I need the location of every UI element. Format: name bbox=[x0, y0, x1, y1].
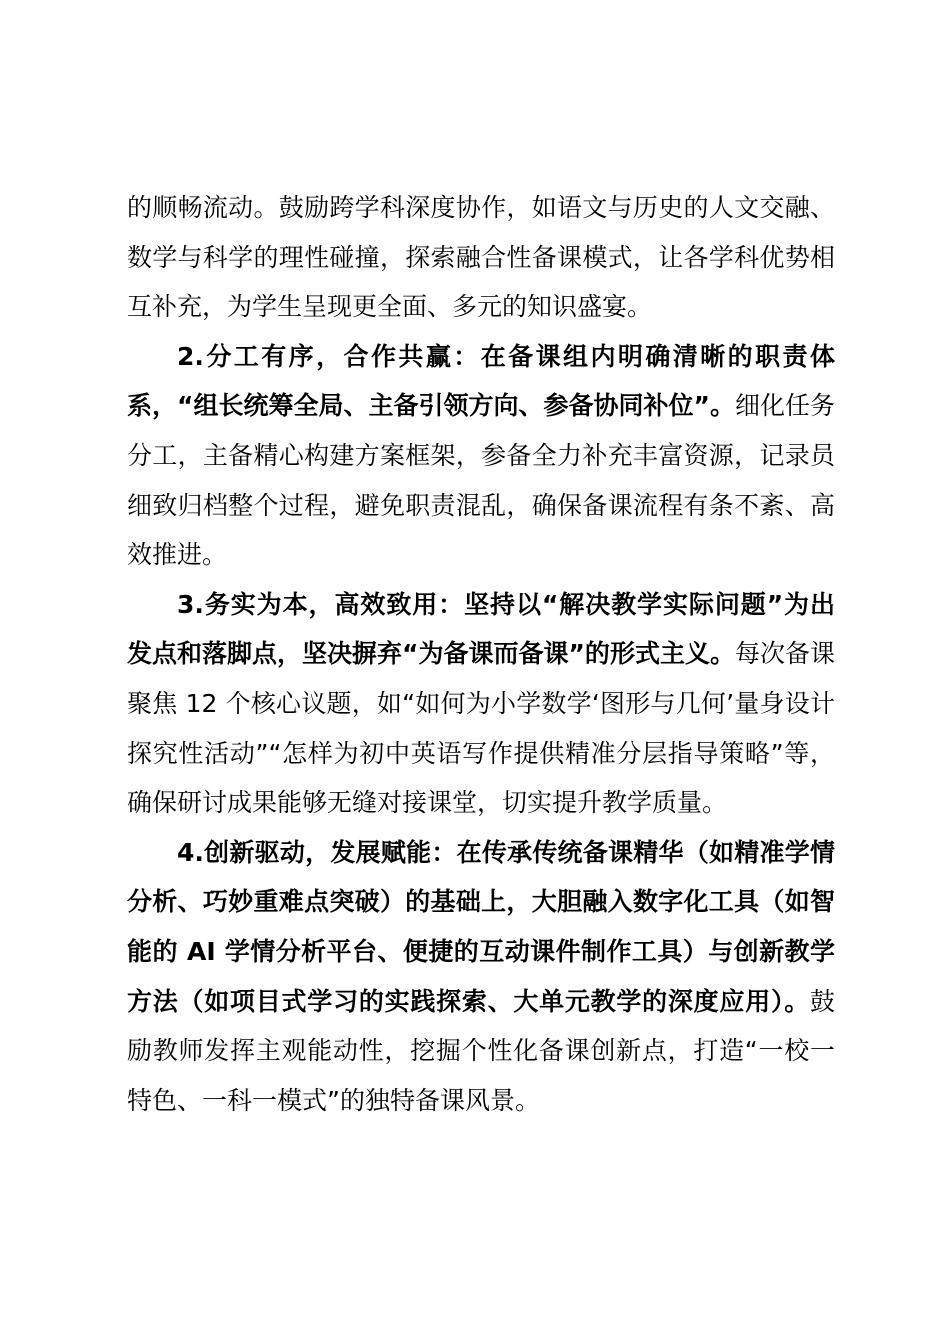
paragraph-continuation bbox=[127, 183, 835, 332]
paragraph-point-4 bbox=[127, 828, 835, 1126]
paragraph-text: 鼓励教师发挥主观能动性，挖掘个性化备课创新点，打造“一校一特色、一科一模式”的独特备课风景。 bbox=[127, 986, 835, 1115]
paragraph-heading: 3.务实为本，高效致用：坚持以“解决教学实际问题”为出发点和落脚点，坚决摒弃“为备课而备课”的形式主义。 bbox=[127, 589, 835, 669]
paragraph-heading: 2.分工有序，合作共赢：在备课组内明确清晰的职责体系，“组长统筹全局、主备引领方向、参备协同补位”。 bbox=[127, 341, 835, 421]
paragraph-text: 的顺畅流动。鼓励跨学科深度协作，如语文与历史的人文交融、数学与科学的理性碰撞，探索融合性备课模式，让各学科优势相互补充，为学生呈现更全面、多元的知识盛宴。 bbox=[127, 193, 835, 322]
document-page bbox=[127, 183, 835, 1125]
paragraph-text: 细化任务分工，主备精心构建方案框架，参备全力补充丰富资源，记录员细致归档整个过程，避免职责混乱，确保备课流程有条不紊、高效推进。 bbox=[127, 391, 835, 570]
paragraph-text: 每次备课聚焦 12 个核心议题，如“如何为小学数学‘图形与几何’量身设计探究性活动”“怎样为初中英语写作提供精准分层指导策略”等，确保研讨成果能够无缝对接课堂，切实提升教学质量。 bbox=[127, 639, 835, 818]
paragraph-point-3 bbox=[127, 580, 835, 828]
paragraph-point-2 bbox=[127, 332, 835, 580]
paragraph-heading: 4.创新驱动，发展赋能：在传承传统备课精华（如精准学情分析、巧妙重难点突破）的基础上，大胆融入数字化工具（如智能的 AI 学情分析平台、便捷的互动课件制作工具）与创新教学方法（如项目式学习的实践探索、大单元教学的深度应用）。 bbox=[127, 837, 835, 1016]
